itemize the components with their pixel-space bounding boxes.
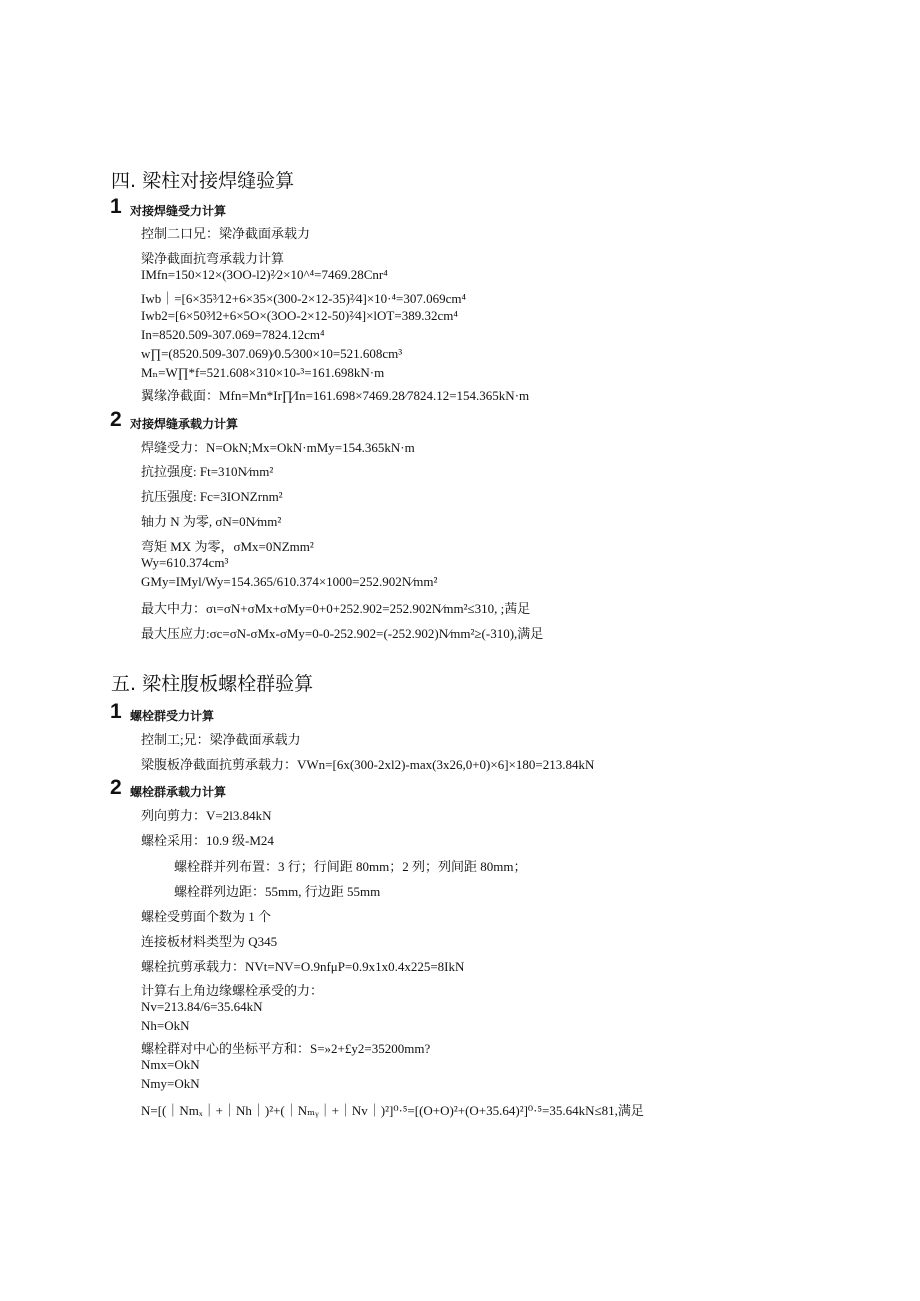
subsection-number: 2 bbox=[110, 776, 122, 799]
text-line: 螺栓群对中心的坐标平方和：S=»2+£y2=35200mm? bbox=[141, 1041, 431, 1056]
text-line: 最大中力：σι=σN+σMx+σMy=0+0+252.902=252.902N⁄mm²≤310, ;茜足 bbox=[141, 601, 531, 616]
text-line: 控制二口兄：梁净截面承载力 bbox=[141, 226, 311, 241]
formula-line: Mₙ=W∏*f=521.608×310×10-³=161.698kN·m bbox=[141, 365, 385, 380]
text-line: 梁腹板净截面抗剪承载力：VWn=[6x(300-2xl2)-max(3x26,0+0)×6]×180=213.84kN bbox=[141, 757, 595, 772]
formula-line: Iwb｜=[6×35³⁄12+6×35×(300-2×12-35)²⁄4]×10·⁴=307.069cm⁴ bbox=[141, 291, 467, 306]
subsection-heading: 螺栓群受力计算 bbox=[130, 709, 215, 723]
formula-line: GMy=IMyl/Wy=154.365/610.374×1000=252.902N⁄mm² bbox=[141, 574, 438, 589]
formula-line: 翼缘净截面：Mfn=Mn*Ir∏⁄In=161.698×7469.28⁄7824.12=154.365kN·m bbox=[141, 388, 530, 403]
formula-line: Nh=OkN bbox=[141, 1018, 190, 1033]
subsection-heading: 对接焊缝受力计算 bbox=[130, 204, 227, 218]
formula-line: Nv=213.84/6=35.64kN bbox=[141, 999, 263, 1014]
text-line: 轴力 N 为零, σN=0N⁄mm² bbox=[141, 514, 282, 529]
text-line-indented: 螺栓群列边距：55mm, 行边距 55mm bbox=[174, 884, 381, 899]
subsection-heading: 对接焊缝承载力计算 bbox=[130, 417, 239, 431]
subsection-heading: 螺栓群承载力计算 bbox=[130, 785, 227, 799]
subsection-number: 1 bbox=[110, 195, 122, 218]
subsection-number: 1 bbox=[110, 700, 122, 723]
text-line: 螺栓采用：10.9 级-M24 bbox=[141, 833, 274, 848]
text-line: 控制工;兄：梁净截面承载力 bbox=[141, 732, 301, 747]
formula-line: N=[(｜Nmₓ｜+｜Nh｜)²+(｜Nₘᵧ｜+｜Nv｜)²]⁰·⁵=[(O+O)²+(O+35.64)²]⁰·⁵=35.64kN≤81,满足 bbox=[141, 1103, 644, 1118]
text-line: 抗压强度: Fc=3IONZrnm² bbox=[141, 489, 283, 504]
text-line: 列向剪力：V=2l3.84kN bbox=[141, 808, 272, 823]
formula-line: Nmy=OkN bbox=[141, 1076, 200, 1091]
text-line: 弯矩 MX 为零，σMx=0NZmm² bbox=[141, 539, 314, 554]
formula-line: In=8520.509-307.069=7824.12cm⁴ bbox=[141, 327, 325, 342]
text-line: 连接板材料类型为 Q345 bbox=[141, 934, 278, 949]
formula-line: Nmx=OkN bbox=[141, 1057, 200, 1072]
formula-line: IMfn=150×12×(3OO-l2)²⁄2×10^⁴=7469.28Cnr⁴ bbox=[141, 267, 388, 282]
formula-line: Wy=610.374cm³ bbox=[141, 555, 229, 570]
text-line: 计算右上角边缘螺栓承受的力： bbox=[141, 983, 324, 998]
section-title-4: 四. 梁柱对接焊缝验算 bbox=[111, 170, 295, 192]
text-line: 抗拉强度: Ft=310N⁄mm² bbox=[141, 464, 274, 479]
text-line: 最大压应力:σc=σN-σMx-σMy=0-0-252.902=(-252.902)N⁄mm²≥(-310),满足 bbox=[141, 626, 544, 641]
text-line: 梁净截面抗弯承载力计算 bbox=[141, 251, 285, 266]
text-line: 螺栓受剪面个数为 1 个 bbox=[141, 909, 272, 924]
text-line: 焊缝受力：N=OkN;Mx=OkN·mMy=154.365kN·m bbox=[141, 440, 415, 455]
text-line-indented: 螺栓群并列布置：3 行；行间距 80mm；2 列；列间距 80mm； bbox=[174, 859, 527, 874]
section-title-5: 五. 梁柱腹板螺栓群验算 bbox=[111, 673, 314, 695]
subsection-number: 2 bbox=[110, 408, 122, 431]
text-line: 螺栓抗剪承载力：NVt=NV=O.9nfμP=0.9x1x0.4x225=8IkN bbox=[141, 959, 465, 974]
formula-line: Iwb2=[6×50³⁄l2+6×5O×(3OO-2×12-50)²⁄4]×lOT=389.32cm⁴ bbox=[141, 308, 458, 323]
formula-line: w∏=(8520.509-307.069)⁄0.5⁄300×10=521.608cm³ bbox=[141, 346, 403, 361]
